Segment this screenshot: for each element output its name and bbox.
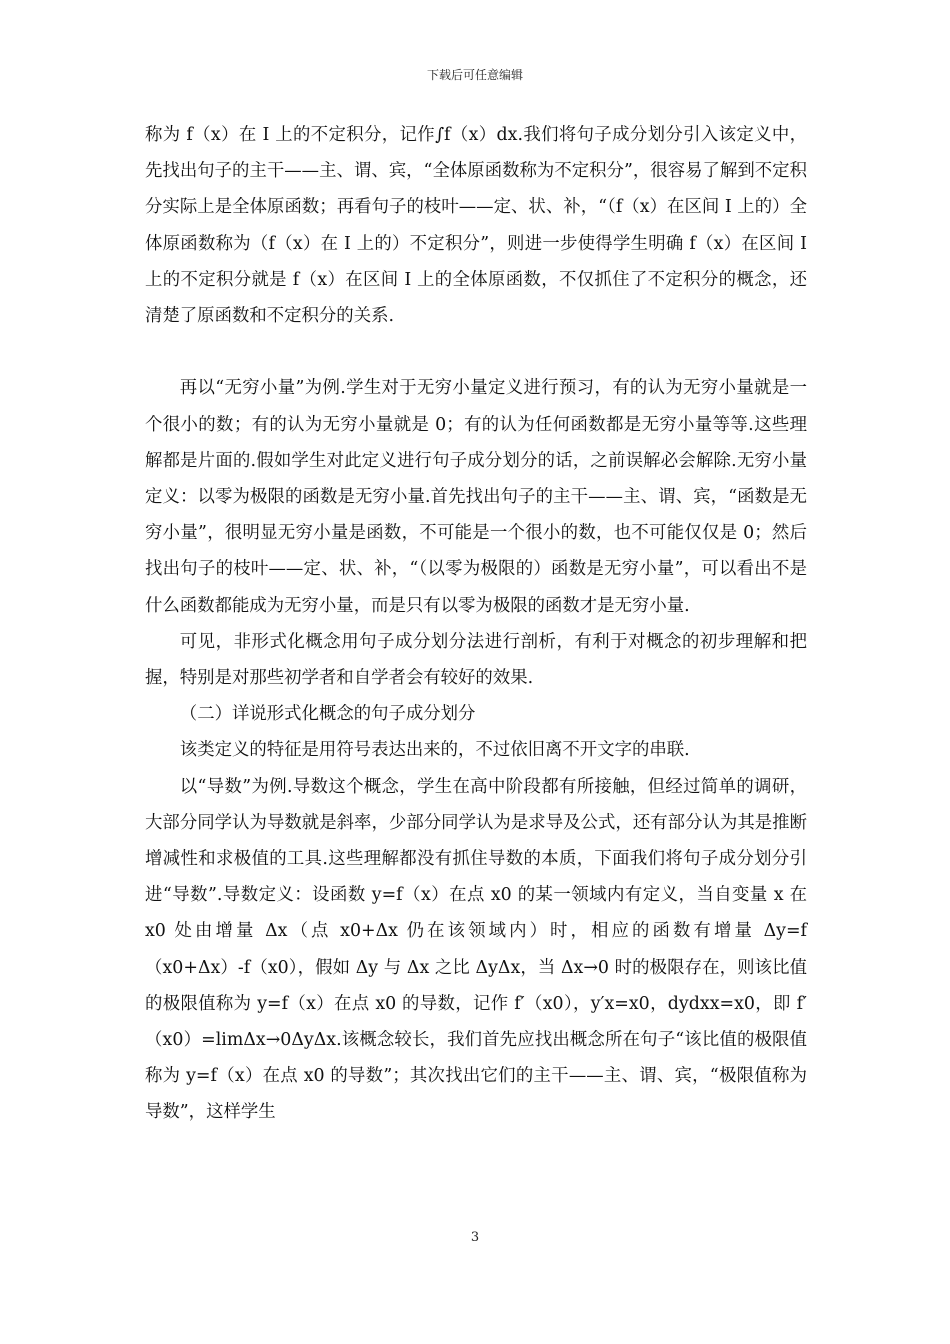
section-heading: （二）详说形式化概念的句子成分划分 xyxy=(179,704,476,725)
paragraph-infinitesimal: 再以“无穷小量”为例.学生对于无穷小量定义进行预习，有的认为无穷小量就是一个很小的数；有的认为无穷小量就是 0；有的认为任何函数都是无穷小量等等.这些理解都是片面的.假如学生对此定义进行句子成分划分的话，之前误解必会解除.无穷小量定义：以零为极限的函数是无穷小量.首先找出句子的主干——主、谓、宾，“函数是无穷小量”，很明显无穷小量是函数，不可能是一个很小的数，也不可能仅仅是 0；然后找出句子的枝叶——定、状、补，“（以零为极限的）函数是无穷小量”，可以看出不是什么函数都能成为无穷小量，而是只有以零为极限的函数才是无穷小量. xyxy=(145,378,807,616)
paragraph-summary: 可见，非形式化概念用句子成分划分法进行剖析，有利于对概念的初步理解和把握，特别是对那些初学者和自学者会有较好的效果. xyxy=(145,631,807,689)
paragraph-derivative: 以“导数”为例.导数这个概念，学生在高中阶段都有所接触，但经过简单的调研，大部分同学认为导数就是斜率，少部分同学认为是求导及公式，还有部分认为其是推断增减性和求极值的工具.这些理解都没有抓住导数的本质，下面我们将句子成分划分引进“导数”.导数定义：设函数 y=f（x）在点 x0 的某一领域内有定义，当自变量 x 在 x0 处由增量 Δx（点 x0+Δx 仍在该领域内）时，相应的函数有增量 Δy=f（x0+Δx）-f（x0），假如 Δy 与 Δx 之比 ΔyΔx，当 Δx→0 时的极限存在，则该比值的极限值称为 y=f（x）在点 x0 的导数，记作 f′（x0），y′x=x0，dydxx=x0，即 f′（x0）=limΔx→0ΔyΔx.该概念较长，我们首先应找出概念所在句子“该比值的极限值称为 y=f（x）在点 x0 的导数”；其次找出它们的主干——主、谓、宾，“极限值称为导数”，这样学生 xyxy=(145,776,807,1123)
paragraph-indefinite-integral: 称为 f（x）在 I 上的不定积分，记作∫f（x）dx.我们将句子成分划分引入该定义中，先找出句子的主干——主、谓、宾，“全体原函数称为不定积分”，很容易了解到不定积分实际上是全体原函数；再看句子的枝叶——定、状、补，“（f（x）在区间 I 上的）全体原函数称为（f（x）在 I 上的）不定积分”，则进一步使得学生明确 f（x）在区间 I 上的不定积分就是 f（x）在区间 I 上的全体原函数，不仅抓住了不定积分的概念，还清楚了原函数和不定积分的关系. xyxy=(145,125,807,327)
page-number: 3 xyxy=(470,1230,480,1245)
page-header: 下载后可任意编辑 xyxy=(426,68,523,82)
paragraph-formal-definition: 该类定义的特征是用符号表达出来的，不过依旧离不开文字的串联. xyxy=(179,740,690,761)
body-text xyxy=(145,117,807,1131)
paragraph-gap xyxy=(145,334,807,370)
